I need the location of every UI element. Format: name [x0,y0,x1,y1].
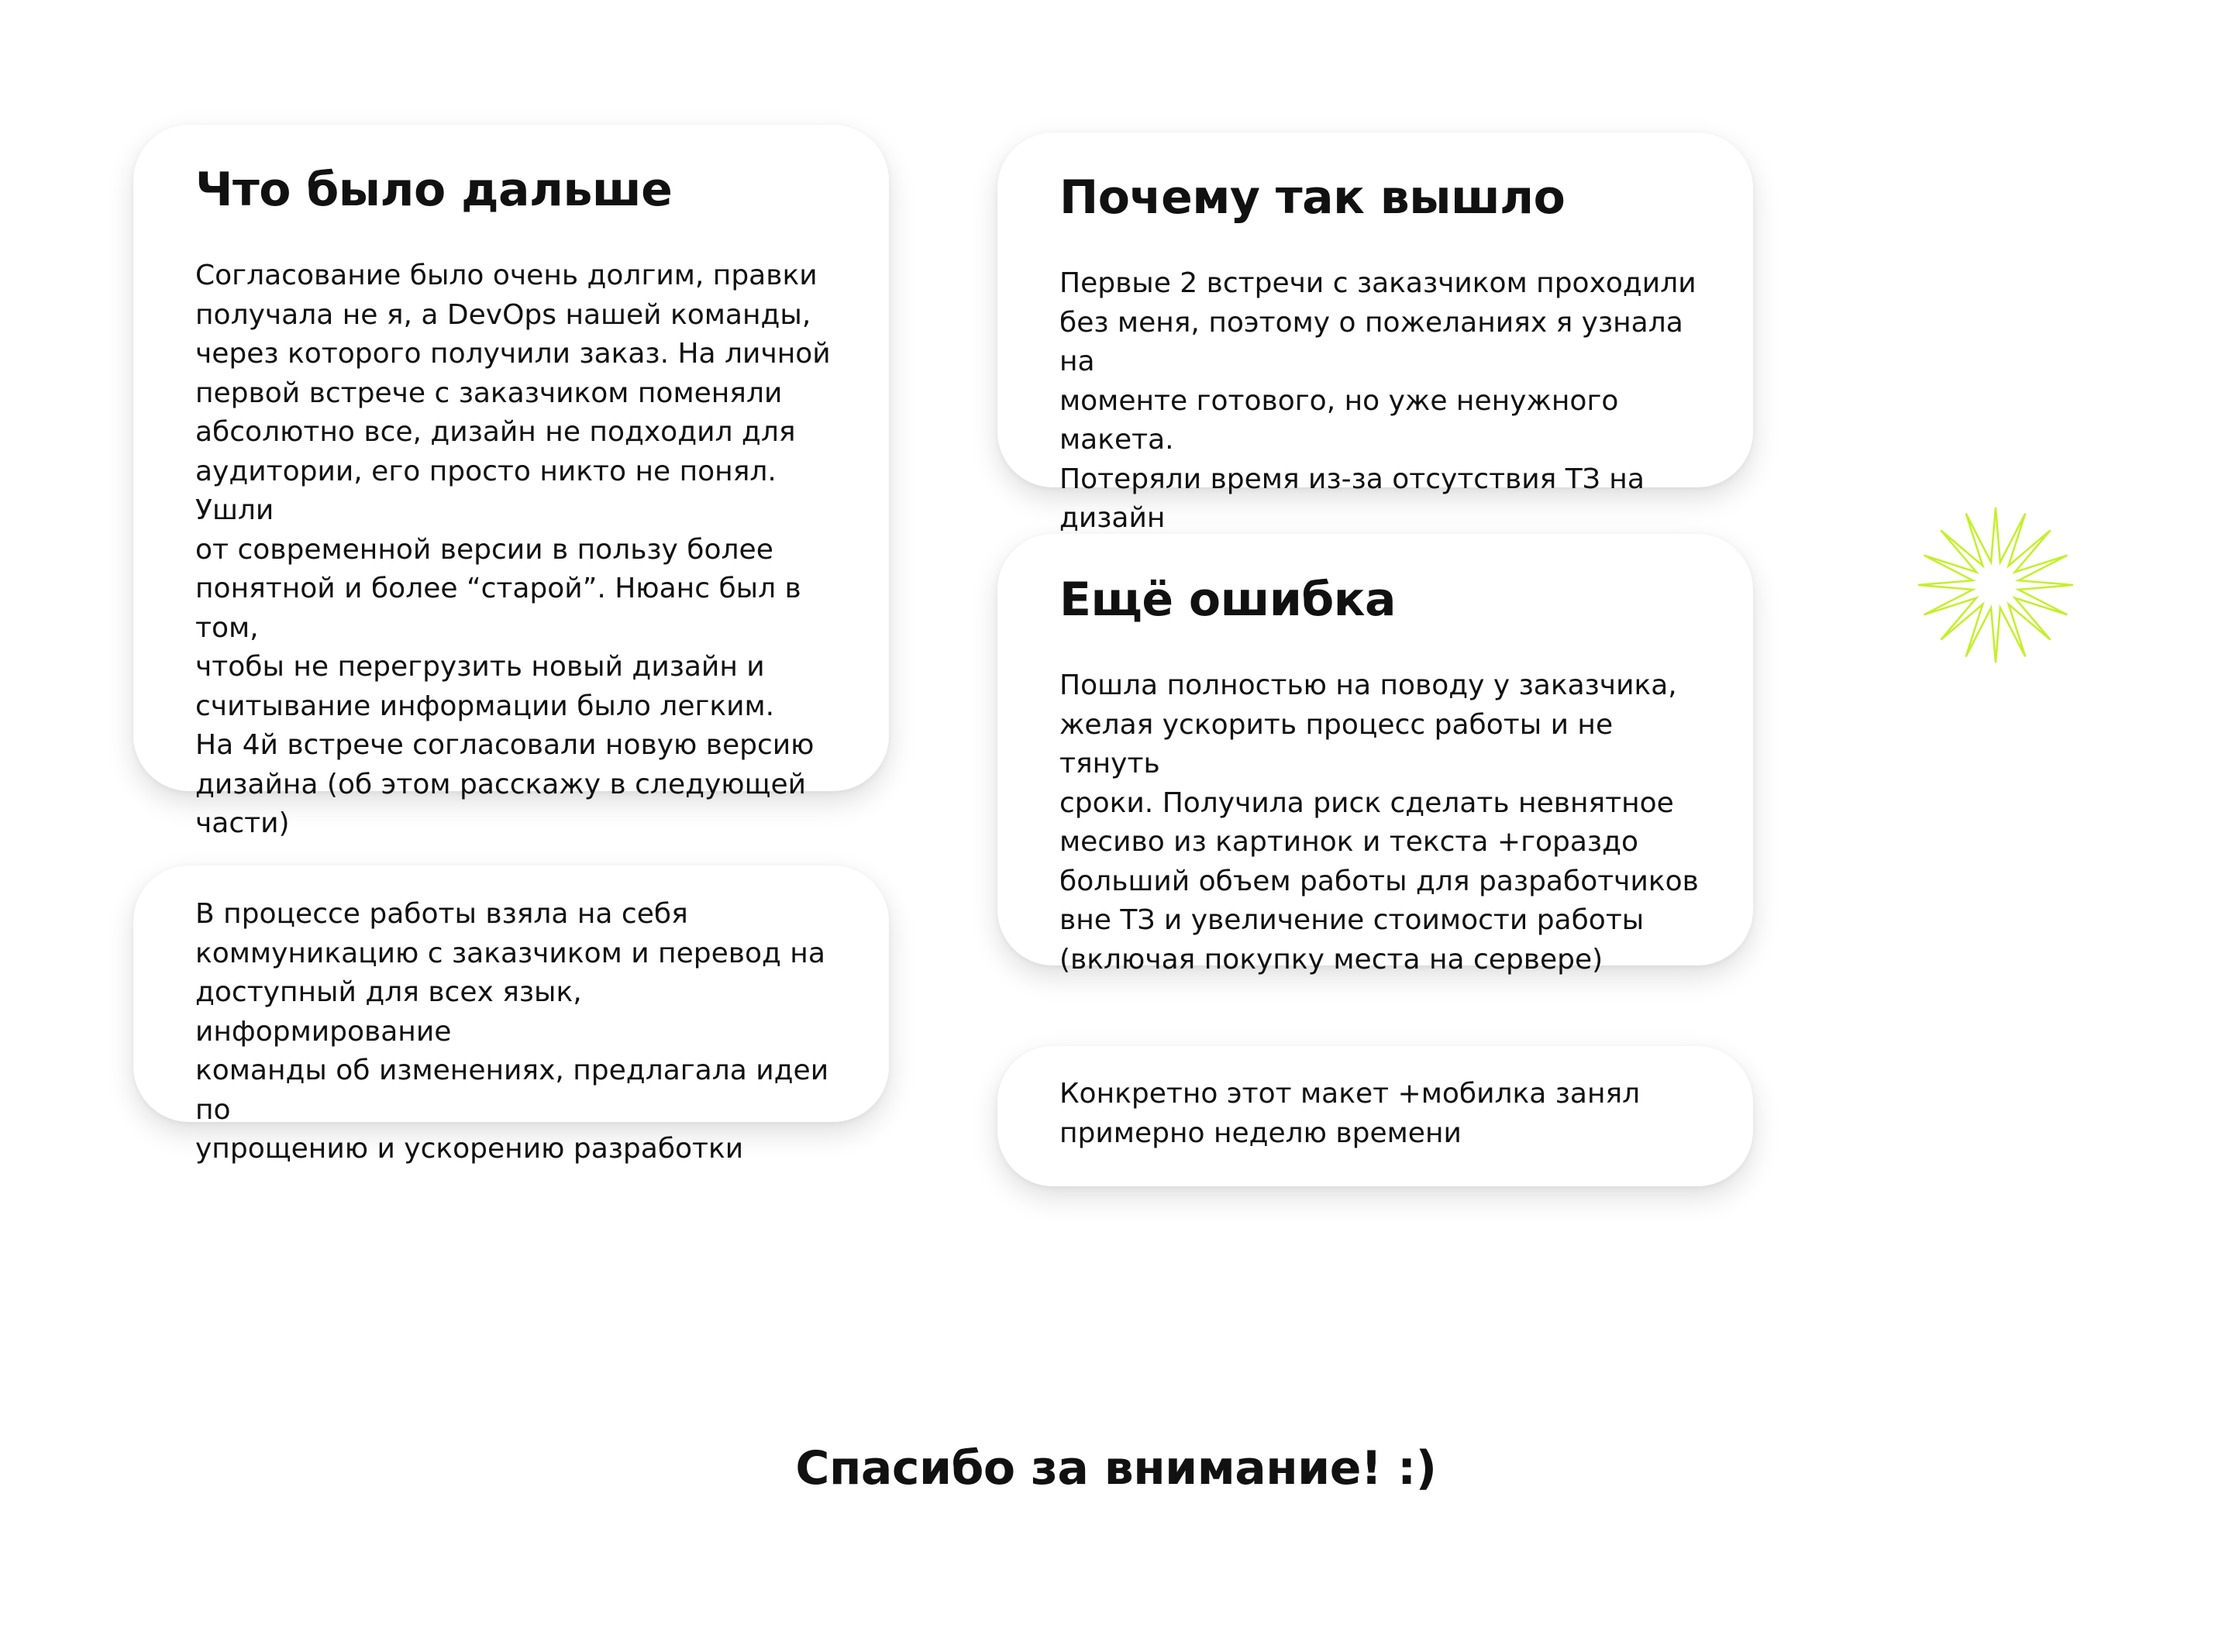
card-body: Пошла полностью на поводу у заказчика, желая ускорить процесс работы и не тянуть сроки. Получила риск сделать невнятное месиво из картинок и текста +гораздо больший объем работы для разработчиков вне ТЗ и увеличение стоимости работы (включая покупку места на сервере) [1059,669,1699,976]
thanks-message: Спасибо за внимание! :) [795,1441,1437,1495]
card-body: В процессе работы взяла на себя коммуникацию с заказчиком и перевод на доступный для всех язык, информирование команды об изменениях, предлагала идеи по упрощению и ускорению разработки [195,898,829,1165]
starburst-icon [1914,504,2077,666]
card-another-mistake [997,534,1753,976]
card-what-next [133,125,889,839]
card-timing [997,1046,1753,1186]
card-why [997,133,1753,534]
card-title: Почему так вышло [1059,170,1566,225]
card-title: Ещё ошибка [1059,573,1396,627]
card-body: Первые 2 встречи с заказчиком проходили без меня, поэтому о пожеланиях я узнала на моменте готового, но уже ненужного макета. Потеряли время из-за отсутствия ТЗ на дизайн [1059,267,1696,534]
card-body: Согласование было очень долгим, правки получала не я, а DevOps нашей команды, через которого получили заказ. На личной первой встрече с заказчиком поменяли абсолютно все, дизайн не подходил для аудитории, его просто никто не понял. Ушли от современной версии в пользу более понятной и более “старой”. Нюанс был в том, чтобы не перегрузить новый дизайн и считывание информации было легким. На 4й встрече согласовали новую версию дизайна (об этом расскажу в следующей части) [195,260,831,839]
card-role [133,866,889,1165]
card-body: Конкретно этот макет +мобилка занял примерно неделю времени [1059,1078,1641,1149]
card-title: Что было дальше [195,163,673,217]
